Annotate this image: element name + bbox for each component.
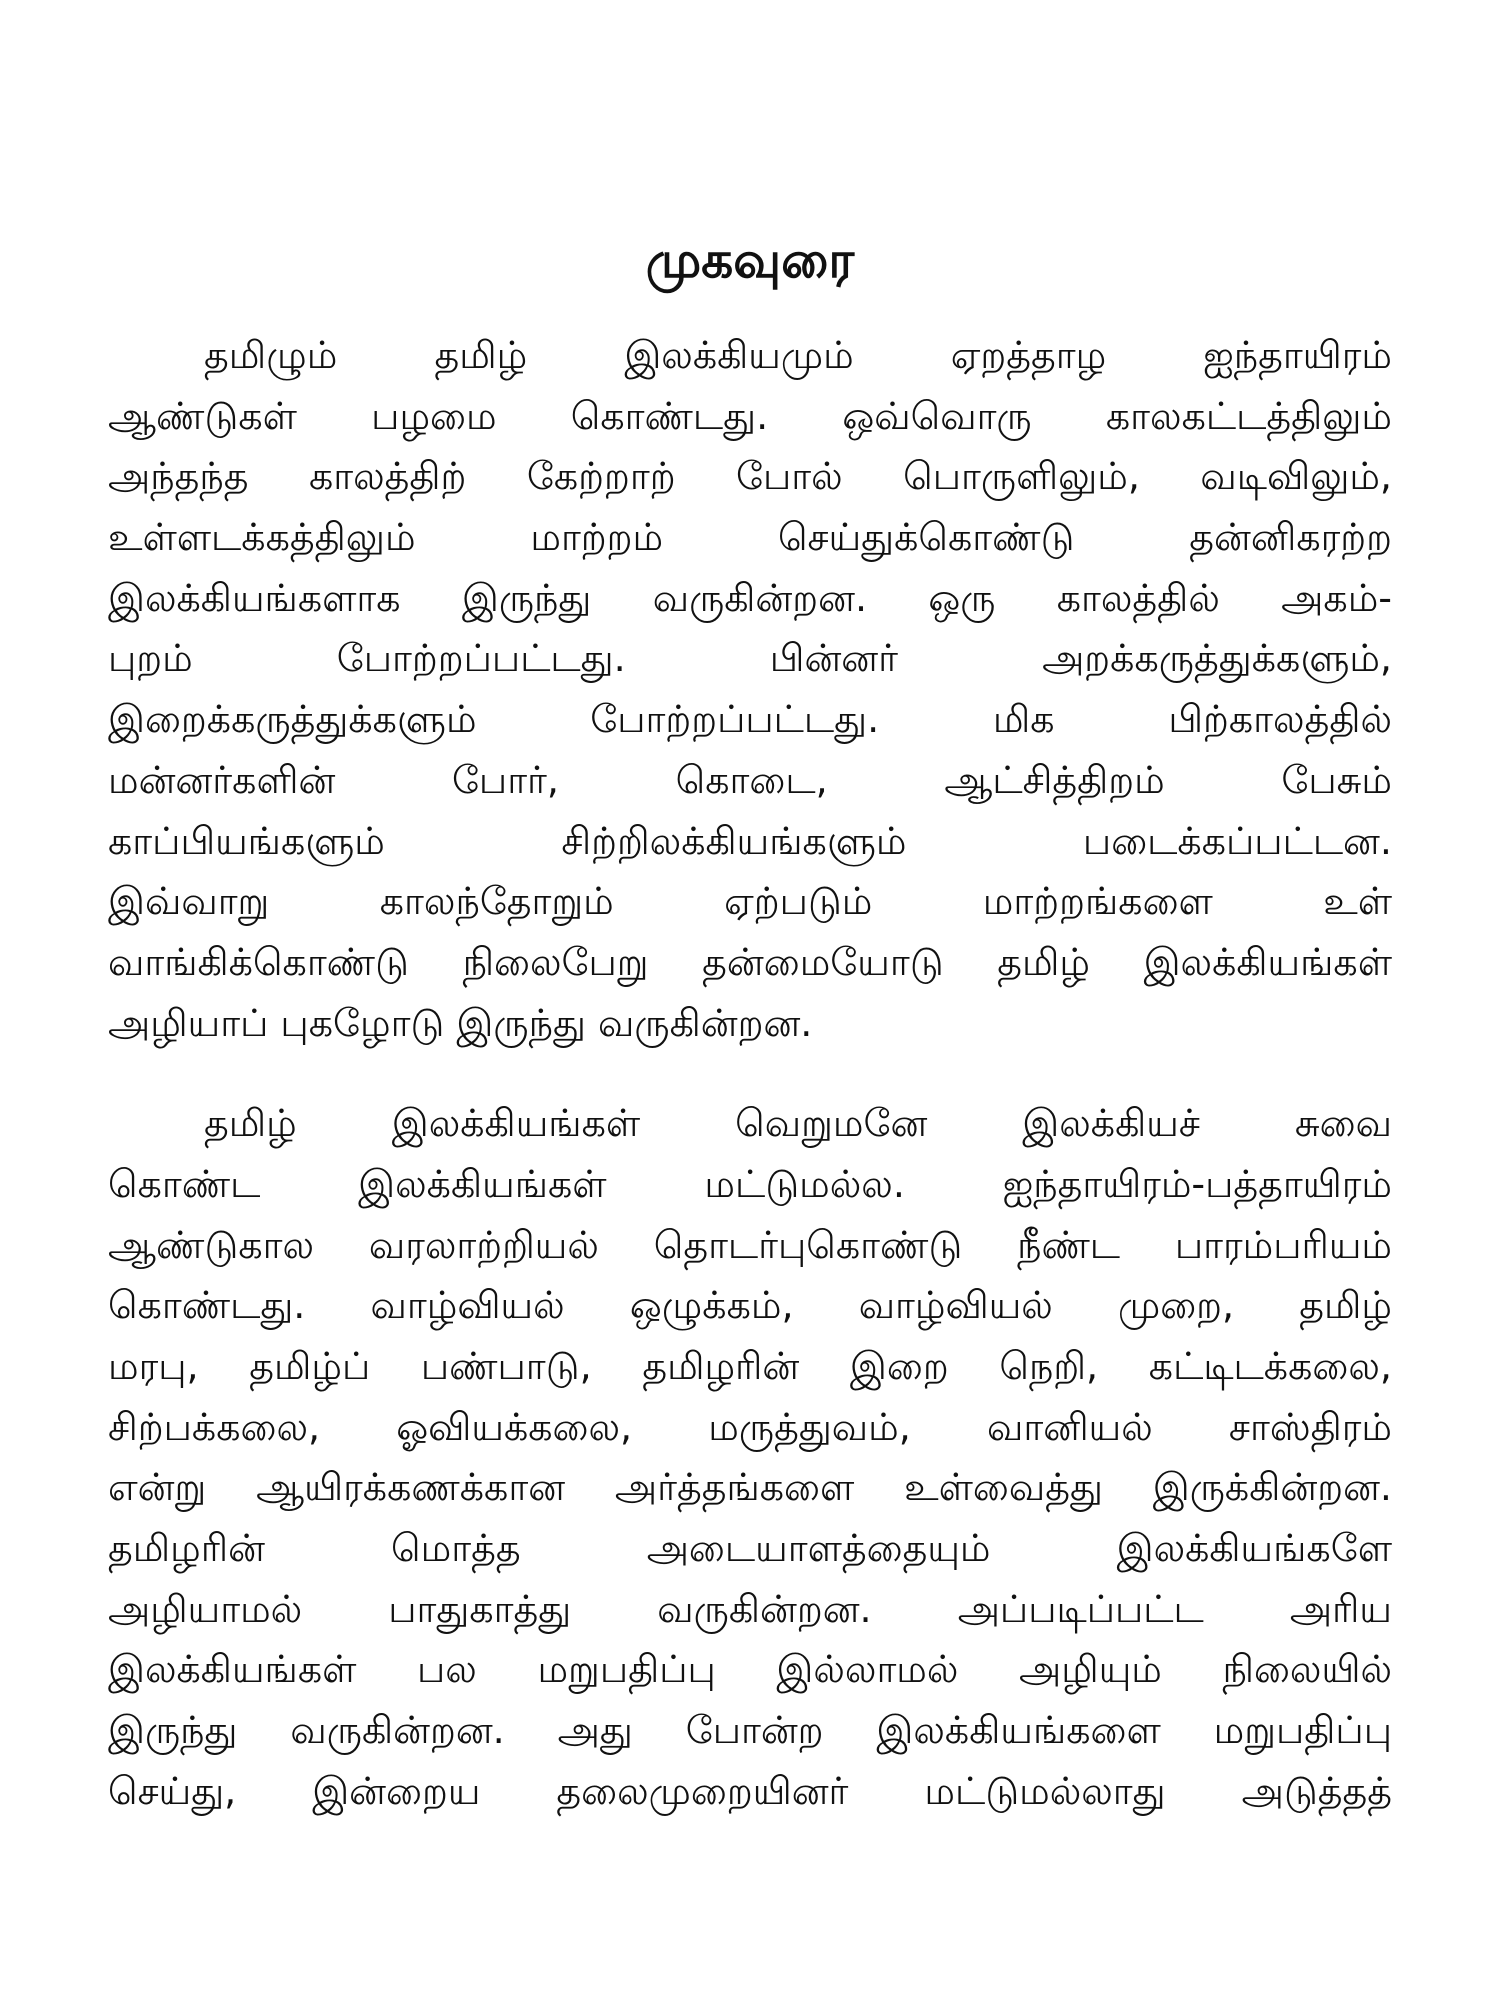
text-line: தமிழரின் மொத்த அடையாளத்தையும் இலக்கியங்களே bbox=[108, 1526, 1392, 1571]
text-line: கொண்ட இலக்கியங்கள் மட்டுமல்ல. ஐந்தாயிரம்-பத்தாயிரம் bbox=[108, 1161, 1392, 1206]
text-line: இலக்கியங்கள் பல மறுபதிப்பு இல்லாமல் அழியும் நிலையில் bbox=[108, 1647, 1392, 1692]
text-line: இருந்து வருகின்றன. அது போன்ற இலக்கியங்களை மறுபதிப்பு bbox=[108, 1708, 1392, 1753]
text-line: செய்து, இன்றைய தலைமுறையினர் மட்டுமல்லாது அடுத்தத் bbox=[108, 1768, 1392, 1813]
text-line: மன்னர்களின் போர், கொடை, ஆட்சித்திறம் பேசும் bbox=[108, 757, 1392, 802]
page-title: முகவுரை bbox=[645, 231, 855, 289]
text-line: தமிழும் தமிழ் இலக்கியமும் ஏறத்தாழ ஐந்தாயிரம் bbox=[204, 333, 1392, 377]
text-line: இறைக்கருத்துக்களும் போற்றப்பட்டது. மிக பிற்காலத்தில் bbox=[108, 697, 1392, 742]
text-line: புறம் போற்றப்பட்டது. பின்னர் அறக்கருத்துக்களும், bbox=[108, 636, 1392, 681]
text-line: இவ்வாறு காலந்தோறும் ஏற்படும் மாற்றங்களை உள் bbox=[108, 879, 1392, 924]
text-line: ஆண்டுகால வரலாற்றியல் தொடர்புகொண்டு நீண்ட பாரம்பரியம் bbox=[108, 1222, 1392, 1267]
text-line: காப்பியங்களும் சிற்றிலக்கியங்களும் படைக்கப்பட்டன. bbox=[108, 818, 1392, 863]
text-line: சிற்பக்கலை, ஓவியக்கலை, மருத்துவம், வானியல் சாஸ்திரம் bbox=[108, 1404, 1392, 1449]
text-line: அழியாப் புகழோடு இருந்து வருகின்றன. bbox=[108, 1000, 813, 1045]
text-line: தமிழ் இலக்கியங்கள் வெறுமனே இலக்கியச் சுவை bbox=[204, 1101, 1392, 1146]
text-line: அழியாமல் பாதுகாத்து வருகின்றன. அப்படிப்பட்ட அரிய bbox=[108, 1586, 1392, 1631]
paragraph-2 bbox=[108, 1093, 1392, 1821]
paragraph-gap bbox=[108, 1053, 1392, 1093]
paragraph-1 bbox=[108, 325, 1392, 1053]
text-line: கொண்டது. வாழ்வியல் ஒழுக்கம், வாழ்வியல் முறை, தமிழ் bbox=[108, 1283, 1392, 1328]
text-line: உள்ளடக்கத்திலும் மாற்றம் செய்துக்கொண்டு தன்னிகரற்ற bbox=[108, 515, 1392, 560]
text-line: இலக்கியங்களாக இருந்து வருகின்றன. ஒரு காலத்தில் அகம்- bbox=[108, 575, 1392, 620]
text-line: ஆண்டுகள் பழமை கொண்டது. ஒவ்வொரு காலகட்டத்திலும் bbox=[108, 393, 1392, 438]
text-line: வாங்கிக்கொண்டு நிலைபேறு தன்மையோடு தமிழ் இலக்கியங்கள் bbox=[108, 939, 1392, 984]
text-line: அந்தந்த காலத்திற் கேற்றாற் போல் பொருளிலும், வடிவிலும், bbox=[108, 454, 1392, 499]
text-line: என்று ஆயிரக்கணக்கான அர்த்தங்களை உள்வைத்து இருக்கின்றன. bbox=[108, 1465, 1392, 1510]
text-line: மரபு, தமிழ்ப் பண்பாடு, தமிழரின் இறை நெறி, கட்டிடக்கலை, bbox=[108, 1344, 1392, 1388]
